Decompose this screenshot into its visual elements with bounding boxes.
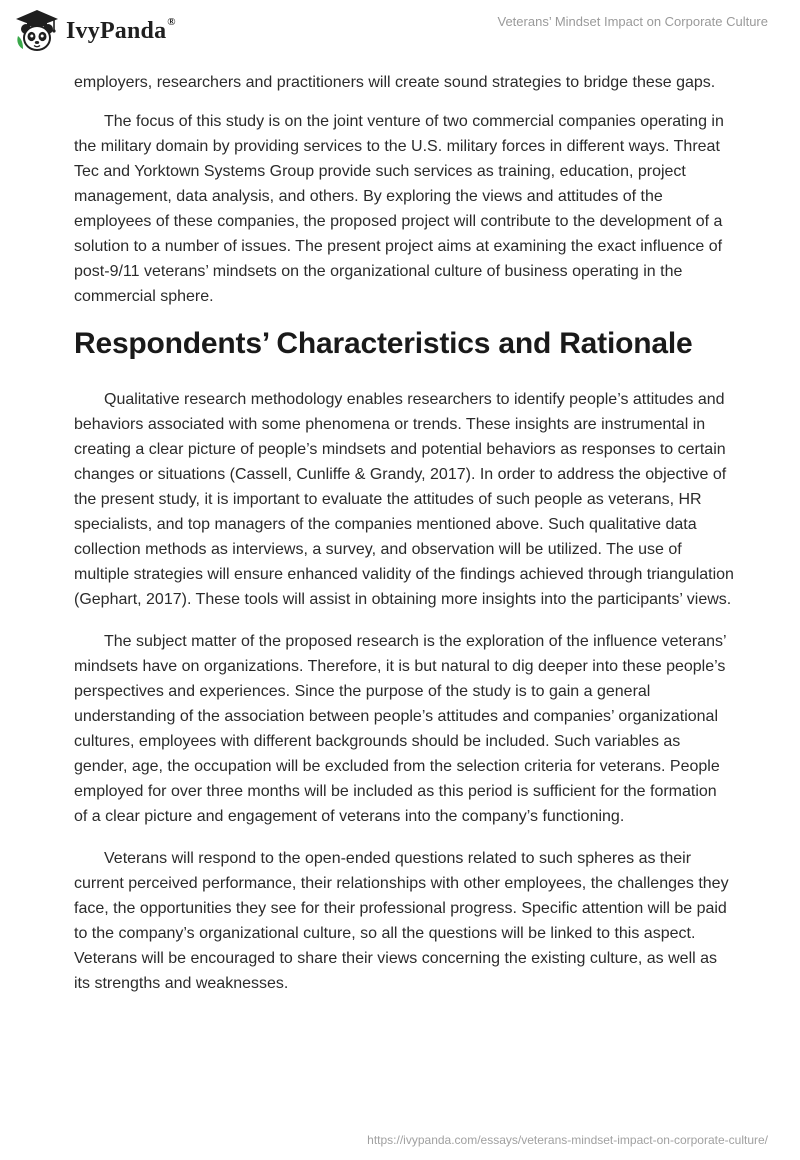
registered-mark: ® [167,15,176,28]
section-heading: Respondents’ Characteristics and Rationale [74,327,693,360]
paragraph-methodology: Qualitative research methodology enables researchers to identify people’s attitudes and behaviors associated with some phenomena or trends. These insights are instrumental in creating a clear picture of people’s mindsets and potential behaviors as responses to certain changes or situations (Cassell, Cunliffe & Grandy, 2017). In order to address the objective of the present study, it is important to evaluate the attitudes of such people as veterans, HR specialists, and top managers of the companies mentioned above. Such qualitative data collection methods as interviews, a survey, and observation will be utilized. The use of multiple strategies will ensure enhanced validity of the findings achieved through triangulation (Gephart, 2017). These tools will assist in obtaining more insights into the participants’ views. [74,391,734,608]
logo-text: IvyPanda [66,17,167,44]
page-header [0,0,800,68]
paragraph-continued: employers, researchers and practitioners will create sound strategies to bridge these gaps. [74,74,716,91]
ivypanda-logo[interactable] [14,8,176,54]
running-title: Veterans’ Mindset Impact on Corporate Culture [497,14,768,29]
paragraph-subject-matter: The subject matter of the proposed research is the exploration of the influence veterans’ mindsets have on organizations. Therefore, it is but natural to dig deeper into these people’s perspectives and experiences. Since the purpose of the study is to gain a general understanding of the association between people’s attitudes and companies’ organizational cultures, employees with different backgrounds should be included. Such variables as gender, age, the occupation will be excluded from the selection criteria for veterans. People employed for over three months will be included as this period is sufficient for the formation of a clear picture and engagement of veterans into the company’s functioning. [74,633,726,825]
panda-graduate-icon [14,8,60,54]
essay-body [74,70,734,1013]
paragraph-study-focus: The focus of this study is on the joint venture of two commercial companies operating in the military domain by providing services to the U.S. military forces in different ways. Threat Tec and Yorktown Systems Group provide such services as training, education, project management, data analysis, and others. By exploring the views and attitudes of the employees of these companies, the proposed project will contribute to the development of a solution to a number of issues. The present project aims at examining the exact influence of post-9/11 veterans’ mindsets on the organizational culture of business operating in the commercial sphere. [74,113,724,305]
source-url-link[interactable]: https://ivypanda.com/essays/veterans-mindset-impact-on-corporate-culture/ [367,1133,768,1147]
logo-wordmark [66,15,176,45]
paragraph-veterans-questions: Veterans will respond to the open-ended questions related to such spheres as their current perceived performance, their relationships with other employees, the challenges they face, the opportunities they see for their professional progress. Specific attention will be paid to the company’s organizational culture, so all the questions will be linked to this aspect. Veterans will be encouraged to share their views concerning the existing culture, as well as its strengths and weaknesses. [74,850,729,992]
